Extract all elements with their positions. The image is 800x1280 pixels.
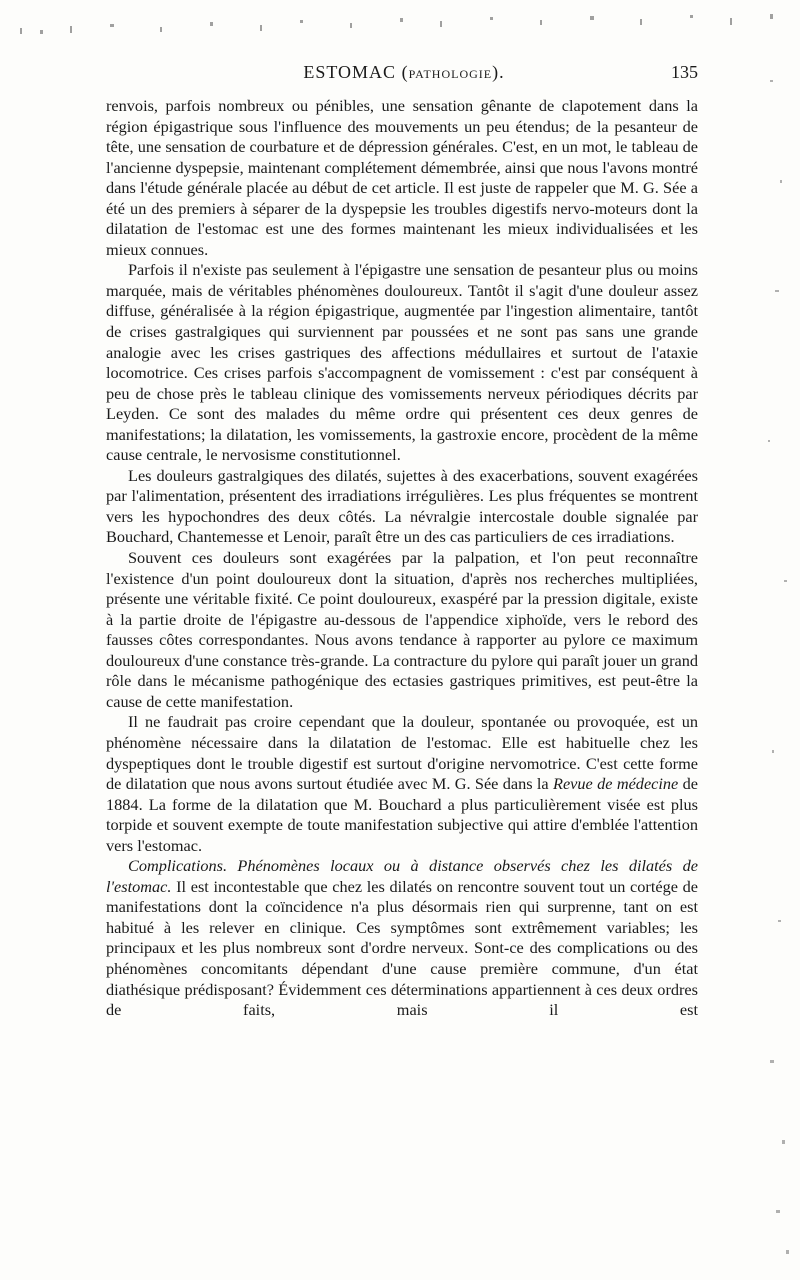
paragraph-3: Les douleurs gastralgiques des dilatés, sujettes à des exacerbations, souvent exagérées par l'alimentation, présentent des irradiations irrégulières. Les plus fréquentes se montrent vers les hypochondres des deux côtés. La névralgie intercostale double signalée par Bouchard, Chantemesse et Lenoir, paraît être un des cas particuliers de ces irradiations. [106, 465, 698, 547]
journal-title: Revue de médecine [553, 774, 679, 794]
page-number: 135 [671, 62, 698, 82]
scan-edge-noise-top [0, 0, 800, 48]
scan-edge-noise-right [740, 60, 800, 1280]
running-header [110, 62, 698, 88]
header-title: ESTOMAC (PATHOLOGIE). [303, 62, 505, 82]
paragraph-5-before: Il ne faudrait pas croire cependant que la douleur, spontanée ou provoquée, est un phénomène nécessaire dans la dilatation de l'estomac. Elle est habituelle chez les dyspeptiques dont le trouble digestif est surtout d'origine nervomotrice. C'est cette forme de dilatation que nous avons surtout étudiée avec M. G. Sée dans la [106, 712, 698, 794]
paragraph-4: Souvent ces douleurs sont exagérées par la palpation, et l'on peut reconnaître l'existence d'un point douloureux dont la situation, d'après nos recherches multipliées, présente une véritable fixité. Ce point douloureux, exaspéré par la pression digitale, existe à la partie droite de l'épigastre au-dessous de l'appendice xiphoïde, vers le rebord des fausses côtes correspondantes. Nous avons tendance à rapporter au pylore ce maximum douloureux d'une constance très-grande. La contracture du pylore qui paraît jouer un grand rôle dans le mécanisme pathogénique des ectasies gastriques primitives, est peut-être la cause de cette manifestation. [106, 548, 698, 711]
body-text [106, 96, 698, 1021]
paragraph-6-text: Il est incontestable que chez les dilatés on rencontre souvent tout un cortége de manifestations dont la coïncidence n'a plus désormais rien qui surprenne, tant on est habitué à les relever en clinique. Ces symptômes sont extrêmement variables; les principaux et les plus nombreux sont d'ordre nerveux. Sont-ce des complications ou des phénomènes concomitants dépendant d'une cause première commune, d'un état diathésique prédisposant? Évidemment ces déterminations appartiennent à ces deux ordres de faits, mais il est [106, 876, 698, 1020]
paragraph-1: renvois, parfois nombreux ou pénibles, une sensation gênante de clapotement dans la région épigastrique sous l'influence des mouvements un peu étendus; de la pesanteur de tête, une sensation de courbature et de dépression générales. C'est, en un mot, le tableau de l'ancienne dyspepsie, maintenant complétement démembrée, ainsi que nous l'avons montré dans l'étude générale placée au début de cet article. Il est juste de rappeler que M. G. Sée a été un des premiers à séparer de la dyspepsie les troubles digestifs nervo-moteurs dont la dilatation de l'estomac est une des formes maintenant les mieux individualisées et les mieux connues. [106, 96, 698, 259]
section-heading-complications: Complications. Phénomènes locaux ou à distance observés chez les dilatés de l'estomac. [106, 856, 698, 896]
paragraph-6 [106, 856, 698, 1020]
header-title-sub: PATHOLOGIE [408, 67, 493, 81]
paragraph-5-after: de 1884. La forme de la dilatation que M. Bouchard a plus particulièrement visée est plus torpide et souvent exempte de toute manifestation subjective qui attire d'emblée l'attention vers l'estomac. [106, 774, 699, 855]
header-title-main: ESTOMAC [303, 62, 397, 82]
paragraph-5 [106, 712, 698, 856]
paragraph-2: Parfois il n'existe pas seulement à l'épigastre une sensation de pesanteur plus ou moins marquée, mais de véritables phénomènes douloureux. Tantôt il s'agit d'une douleur assez diffuse, généralisée à la région épigastrique, augmentée par l'ingestion alimentaire, tantôt de crises gastralgiques qui surviennent par poussées et ne sont pas sans une grande analogie avec les crises gastriques des affections médullaires et surtout de l'ataxie locomotrice. Ces crises parfois s'accompagnent de vomissement : c'est par conséquent à peu de chose près le tableau clinique des vomissements nerveux périodiques décrits par Leyden. Ce sont des malades du même ordre qui présentent ces deux genres de manifestations; la dilatation, les vomissements, la gastroxie encore, procèdent de la même cause centrale, le nervosisme constitutionnel. [106, 260, 698, 465]
